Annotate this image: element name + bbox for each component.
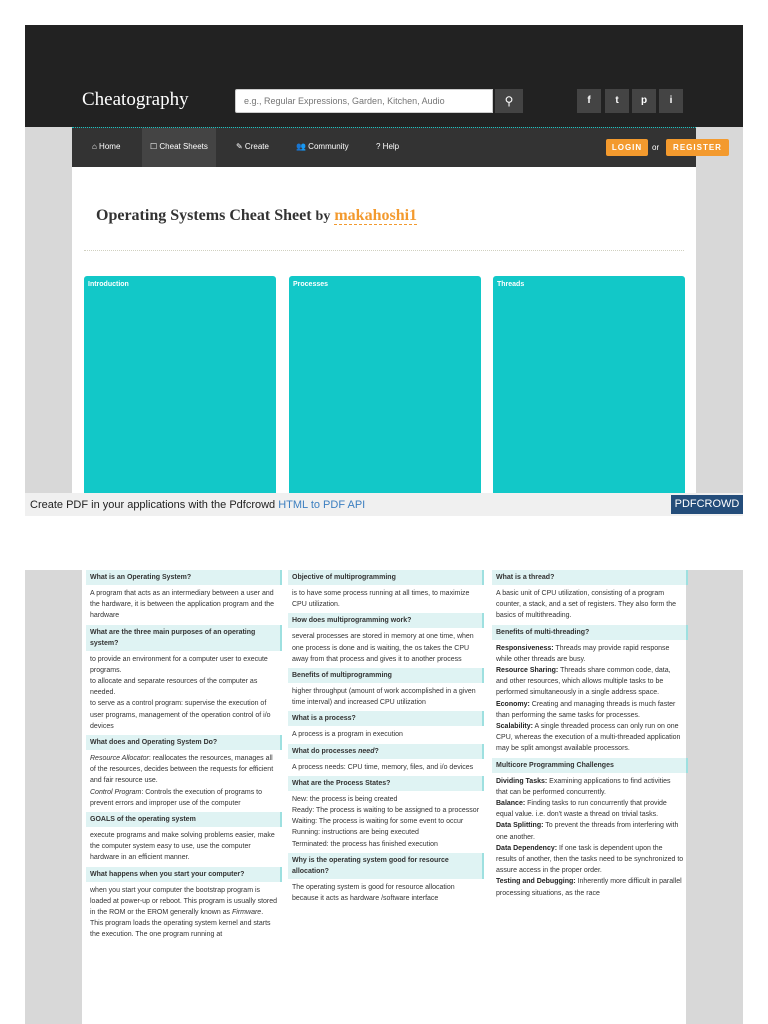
text-line bbox=[90, 787, 278, 809]
sheet-content bbox=[82, 570, 686, 1024]
section-header: What are the Process States? bbox=[288, 776, 484, 791]
column-3 bbox=[492, 570, 688, 902]
text-line bbox=[496, 699, 684, 721]
or-label: or bbox=[652, 143, 660, 152]
pdfcrowd-text bbox=[30, 499, 365, 511]
text-part: ? bbox=[374, 747, 379, 755]
section-header: What is a thread? bbox=[492, 570, 688, 585]
nav-community[interactable]: 👥 Community bbox=[296, 142, 349, 151]
term-text: Threads may provide rapid response while other threads are busy. bbox=[496, 644, 670, 663]
section-body: is to have some process running at all times, to maximize CPU utilization. bbox=[292, 590, 470, 609]
column-processes bbox=[289, 276, 481, 493]
nav-create[interactable]: ✎ Create bbox=[236, 142, 269, 151]
pdfcrowd-message: Create PDF in your applications with the Pdfcrowd bbox=[30, 499, 276, 511]
section-header: What are the three main purposes of an operating system? bbox=[86, 625, 282, 651]
section-body: several processes are stored in memory at one time, when one process is done and is waiting, the os takes the CPU away from that process and gives it to another process bbox=[292, 633, 474, 663]
text-line bbox=[496, 721, 684, 755]
text-line bbox=[90, 753, 278, 787]
text-line: to allocate and separate resources of the computer as needed. bbox=[90, 678, 258, 697]
term-label: Resource Sharing: bbox=[496, 667, 559, 675]
section-body bbox=[86, 882, 282, 944]
author-link[interactable]: makahoshi1 bbox=[334, 207, 418, 224]
column-1 bbox=[86, 570, 282, 944]
text-line: Terminated: the process has finished execution bbox=[292, 840, 438, 848]
text-line bbox=[496, 798, 684, 820]
section-body: A program that acts as an intermediary between a user and the hardware, it is between the application program and the hardware bbox=[90, 590, 275, 620]
column-2 bbox=[288, 570, 484, 907]
text-part: What do processes bbox=[292, 747, 357, 755]
section-header: Benefits of multi-threading? bbox=[492, 625, 688, 640]
section-body: A process needs: CPU time, memory, files, and i/o devices bbox=[292, 763, 474, 771]
login-button[interactable]: LOGIN bbox=[606, 139, 648, 156]
text-line: New: the process is being created bbox=[292, 795, 398, 803]
column-threads bbox=[493, 276, 685, 493]
sheet-title: Operating Systems Cheat Sheet bbox=[96, 207, 312, 224]
section-body: higher throughput (amount of work accomplished in a given time interval) and increased CPU utilization bbox=[292, 688, 476, 707]
text-line: to provide an environment for a computer user to execute programs. bbox=[90, 655, 268, 674]
text-line: Ready: The process is waiting to be assigned to a processor bbox=[292, 807, 480, 815]
term-text: Threads share common code, data, and other resources, which allows multiple tasks to be performed simultaneously in a single address space. bbox=[496, 667, 671, 697]
section-body: execute programs and make solving problems easier, make the computer system easy to use, use the computer hardware in an efficient manner. bbox=[90, 832, 275, 862]
term-label: Responsiveness: bbox=[496, 644, 554, 652]
section-header: Why is the operating system good for resource allocation? bbox=[288, 853, 484, 879]
text-line bbox=[496, 776, 684, 798]
pdf-page-1 bbox=[25, 25, 743, 493]
text-line bbox=[496, 876, 684, 898]
term-text: : Controls the execution of programs to prevent errors and improper use of the computer bbox=[90, 788, 262, 807]
section-header bbox=[288, 744, 484, 759]
section-body bbox=[86, 750, 282, 812]
text-line: to serve as a control program: supervise the execution of user programs, management of the operation control of i/o devices bbox=[90, 700, 271, 730]
section-body bbox=[86, 651, 282, 735]
term-text: To prevent the threads from interfering with one another. bbox=[496, 822, 679, 841]
text-line bbox=[496, 843, 684, 877]
section-header: What is a process? bbox=[288, 711, 484, 726]
search-button[interactable] bbox=[495, 89, 523, 113]
term-label: Resource Allocator bbox=[90, 755, 149, 763]
term-label: Testing and Debugging: bbox=[496, 878, 576, 886]
term-text: Creating and managing threads is much faster than performing the same tasks for processes. bbox=[496, 700, 676, 719]
term-label: need bbox=[358, 747, 375, 755]
section-header: What does and Operating System Do? bbox=[86, 735, 282, 750]
section-header: How does multiprogramming work? bbox=[288, 613, 484, 628]
text-line bbox=[496, 820, 684, 842]
term-text: If one task is dependent upon the results of another, then the tasks need to be synchronized to assure access in the proper order. bbox=[496, 844, 684, 875]
sheet-header bbox=[72, 167, 696, 493]
facebook-icon[interactable]: f bbox=[577, 89, 601, 113]
text-line bbox=[496, 643, 684, 665]
pdf-page-2 bbox=[25, 570, 743, 1024]
text-part: . This program loads the operating system kernel and starts the execution. The one program running at bbox=[90, 909, 271, 939]
text-part: when you start your computer the bootstrap program is loaded at power-up or reboot. This program is usually stored in the ROM or the EROM generally known as bbox=[90, 886, 278, 917]
text-line: Running: instructions are being executed bbox=[292, 829, 419, 837]
section-header: GOALS of the operating system bbox=[86, 812, 282, 827]
column-title: Threads bbox=[497, 281, 525, 288]
text-line: Waiting: The process is waiting for some event to occur bbox=[292, 818, 464, 826]
column-title: Introduction bbox=[88, 281, 129, 288]
term-text: A single threaded process can only run on one CPU, whereas the execution of a multi-threaded application may be split amongst available processors. bbox=[496, 723, 681, 753]
section-header: Benefits of multiprogramming bbox=[288, 668, 484, 683]
divider bbox=[84, 250, 684, 251]
term-label: Dividing Tasks: bbox=[496, 777, 548, 785]
section-body: The operating system is good for resource allocation because it acts as hardware /software interface bbox=[292, 883, 455, 903]
site-header bbox=[25, 25, 743, 127]
section-header: Objective of multiprogramming bbox=[288, 570, 484, 585]
term-label: Data Dependency: bbox=[496, 844, 558, 852]
by-label: by bbox=[315, 209, 331, 224]
section-header: Multicore Programming Challenges bbox=[492, 758, 688, 773]
section-body: A basic unit of CPU utilization, consisting of a program counter, a stack, and a set of registers. They also form the basics of multithreading. bbox=[496, 590, 677, 620]
term-text: Finding tasks to run concurrently that provide equal value. i.e. don't waste a thread on trivial tasks. bbox=[496, 800, 667, 819]
section-body bbox=[288, 791, 484, 853]
column-introduction bbox=[84, 276, 276, 493]
term-text: Inherently more difficult in parallel processing situations, as the race bbox=[496, 878, 682, 897]
main-nav bbox=[72, 127, 722, 168]
register-button[interactable]: REGISTER bbox=[666, 139, 729, 156]
nav-home[interactable]: ⌂ Home bbox=[92, 142, 121, 151]
term-label: Control Program bbox=[90, 788, 142, 796]
term-text: : reallocates the resources, manages all of the resources, decides between the requests for efficient and fair resource use. bbox=[90, 755, 274, 785]
pinterest-icon[interactable]: p bbox=[632, 89, 656, 113]
section-body bbox=[492, 773, 688, 902]
page-title bbox=[96, 207, 417, 225]
nav-cheat-sheets[interactable]: ☐ Cheat Sheets bbox=[142, 128, 216, 168]
nav-help[interactable]: ? Help bbox=[376, 142, 400, 151]
section-header: What happens when you start your computer? bbox=[86, 867, 282, 882]
instagram-icon[interactable]: i bbox=[659, 89, 683, 113]
section-header: What is an Operating System? bbox=[86, 570, 282, 585]
section-body bbox=[492, 640, 688, 758]
pdfcrowd-link[interactable]: HTML to PDF API bbox=[278, 499, 366, 511]
site-logo[interactable]: Cheatography bbox=[82, 89, 189, 110]
term-label: Economy: bbox=[496, 700, 530, 708]
term-text: Examining applications to find activities that can be performed concurrently. bbox=[496, 777, 671, 796]
pdfcrowd-banner bbox=[25, 493, 743, 516]
search-input[interactable] bbox=[235, 89, 493, 113]
term-label: Data Splitting: bbox=[496, 822, 544, 830]
text-line bbox=[496, 665, 684, 699]
term-label: Balance: bbox=[496, 800, 526, 808]
section-body: A process is a program in execution bbox=[292, 731, 403, 739]
pdfcrowd-button[interactable]: PDFCROWD bbox=[671, 495, 743, 514]
twitter-icon[interactable]: t bbox=[605, 89, 629, 113]
search-icon: ⚲ bbox=[504, 94, 514, 108]
column-title: Processes bbox=[293, 281, 329, 288]
term-label: Firmware bbox=[232, 909, 262, 917]
term-label: Scalability: bbox=[496, 723, 533, 731]
